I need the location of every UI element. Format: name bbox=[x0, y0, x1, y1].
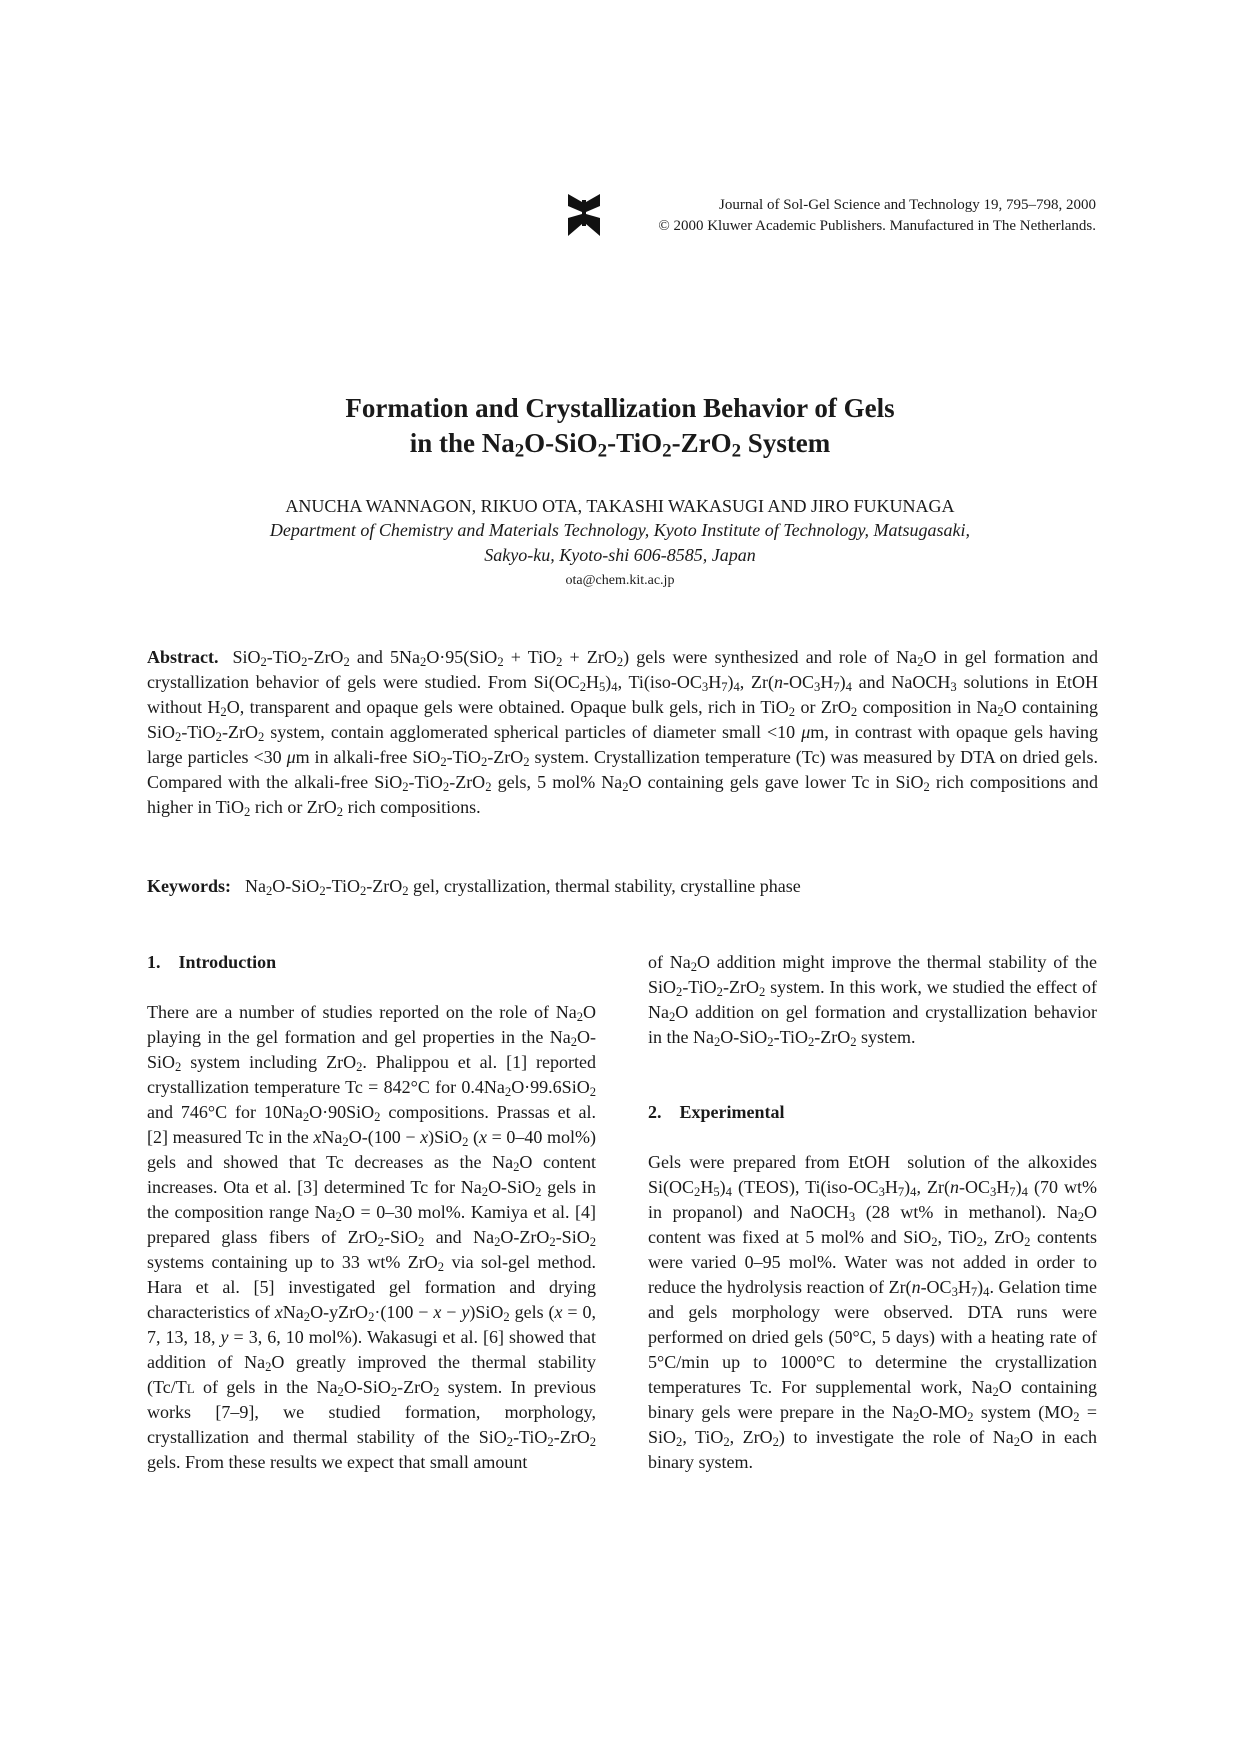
journal-citation bbox=[658, 195, 1096, 237]
right-column bbox=[648, 950, 1097, 1475]
author-list: ANUCHA WANNAGON, RIKUO OTA, TAKASHI WAKASUGI AND JIRO FUKUNAGA bbox=[285, 496, 955, 516]
introduction-paragraph-continued: of $Na_2O$ addition might improve the thermal stability of the SiO$_2$-TiO$_2$-ZrO$_2$ system. In this work, we studied the effect of $Na_2O$ addition on gel formation and crystallization behavior in the $Na_2O-SiO_2-TiO_2-ZrO_2$ system. bbox=[648, 952, 1098, 1050]
section-heading-introduction: 1. Introduction bbox=[147, 952, 277, 972]
introduction-paragraph: There are a number of studies reported on the role of $Na_2O$ playing in the gel formation and gel properties in the $Na_2O-SiO_2$ system including ZrO$_2$. Phalippou et al. [1] reported crystallization temperature Tc = 842°C for $0.4Na_2O\cdot 99.6SiO_2$ and 746°C for $10Na_2O\cdot 90SiO_2$ compositions. Prassas et al. [2] measured Tc in the xNa$_2$O-(100 − x)SiO$_2$ (x = 0–40 mol%) gels and showed that Tc decreases as the $Na_2O$ content increases. Ota et al. [3] determined Tc for $Na_2O-SiO_2$ gels in the composition range $Na_2O = 0-30$ mol%. Kamiya et al. [4] prepared glass fibers of ZrO$_2$-SiO$_2$ and $Na_2O-ZrO_2-SiO_2$ systems containing up to 33 wt% ZrO$_2$ via sol-gel method. Hara et al. [5] investigated gel formation and drying characteristics of xNa$_2$O-yZrO$_2$·(100 − x − y)SiO$_2$ gels (x = 0, 7, 13, 18, y = 3, 6, 10 mol%). Wakasugi et al. [6] showed that addition of $Na_2O$ greatly improved the thermal stability (Tc/Tl of gels in the $Na_2O-SiO_2-ZrO_2$ system. In previous works [7–9], we studied formation, morphology, crystallization and thermal stability of the SiO$_2$-TiO$_2$-ZrO$_2$ gels. From these results we expect that small amount bbox=[147, 1002, 597, 1472]
title-line-2: in the $Na_2O-SiO_2-TiO_2-ZrO_2$ System bbox=[409, 428, 831, 462]
copyright-line: © 2000 Kluwer Academic Publishers. Manufactured in The Netherlands. bbox=[658, 218, 1096, 234]
section-heading-experimental: 2. Experimental bbox=[648, 1102, 785, 1122]
keywords-label: Keywords: bbox=[147, 876, 231, 896]
affiliation bbox=[0, 518, 1240, 568]
experimental-paragraph: Gels were prepared from EtOH solution of the alkoxides $Si(OC_2H_5)_4$ (TEOS), $Ti(iso-OC_3H_7)_4$, $Zr(n-OC_3H_7)_4$ (70 wt% in propanol) and NaOCH$_3$ (28 wt% in methanol). $Na_2O$ content was fixed at 5 mol% and SiO$_2$, TiO$_2$, ZrO$_2$ contents were varied 0–95 mol%. Water was not added in order to reduce the hydrolysis reaction of $Zr(n-OC_3H_7)_4$. Gelation time and gels morphology were observed. DTA runs were performed on dried gels (50°C, 5 days) with a heating rate of 5°C/min up to 1000°C to determine the crystallization temperatures Tc. For supplemental work, $Na_2O$ containing binary gels were prepare in the $Na_2O-MO_2$ system ($MO_2 = SiO_2$, TiO$_2$, ZrO$_2$) to investigate the role of $Na_2O$ in each binary system. bbox=[648, 1152, 1098, 1472]
paper-title bbox=[0, 391, 1240, 461]
title-line-1: Formation and Crystallization Behavior of Gels bbox=[345, 393, 895, 423]
left-column bbox=[147, 950, 596, 1475]
affiliation-line-1: Department of Chemistry and Materials Technology, Kyoto Institute of Technology, Matsugasaki, bbox=[269, 520, 971, 540]
journal-header bbox=[566, 192, 1096, 238]
author-email: ota@chem.kit.ac.jp bbox=[565, 573, 675, 588]
keywords: Keywords: $Na_2O-SiO_2-TiO_2-ZrO_2$ gel, crystallization, thermal stability, crystalline phase bbox=[147, 876, 801, 899]
journal-line: Journal of Sol-Gel Science and Technology 19, 795–798, 2000 bbox=[719, 197, 1096, 213]
publisher-logo-icon bbox=[566, 192, 602, 238]
abstract-label: Abstract. bbox=[147, 647, 219, 667]
affiliation-line-2: Sakyo-ku, Kyoto-shi 606-8585, Japan bbox=[484, 545, 756, 565]
abstract: Abstract. SiO$_2$-TiO$_2$-ZrO$_2$ and $5Na_2O\cdot 95(SiO_2 + TiO_2 + ZrO_2)$ gels were synthesized and role of $Na_2O$ in gel formation and crystallization behavior of gels were studied. From $Si(OC_2H_5)_4$, $Ti(iso-OC_3H_7)_4$, $Zr(n-OC_3H_7)_4$ and NaOCH$_3$ solutions in EtOH without $H_2O$, transparent and opaque gels were obtained. Opaque bulk gels, rich in TiO$_2$ or ZrO$_2$ composition in $Na_2O$ containing SiO$_2$-TiO$_2$-ZrO$_2$ system, contain agglomerated spherical particles of diameter small <10 μm, in contrast with opaque gels having large particles <30 μm in alkali-free SiO$_2$-TiO$_2$-ZrO$_2$ system. Crystallization temperature (Tc) was measured by DTA on dried gels. Compared with the alkali-free SiO$_2$-TiO$_2$-ZrO$_2$ gels, 5 mol% $Na_2O$ containing gels gave lower Tc in SiO$_2$ rich compositions and higher in TiO$_2$ rich or ZrO$_2$ rich compositions. bbox=[147, 647, 1099, 820]
